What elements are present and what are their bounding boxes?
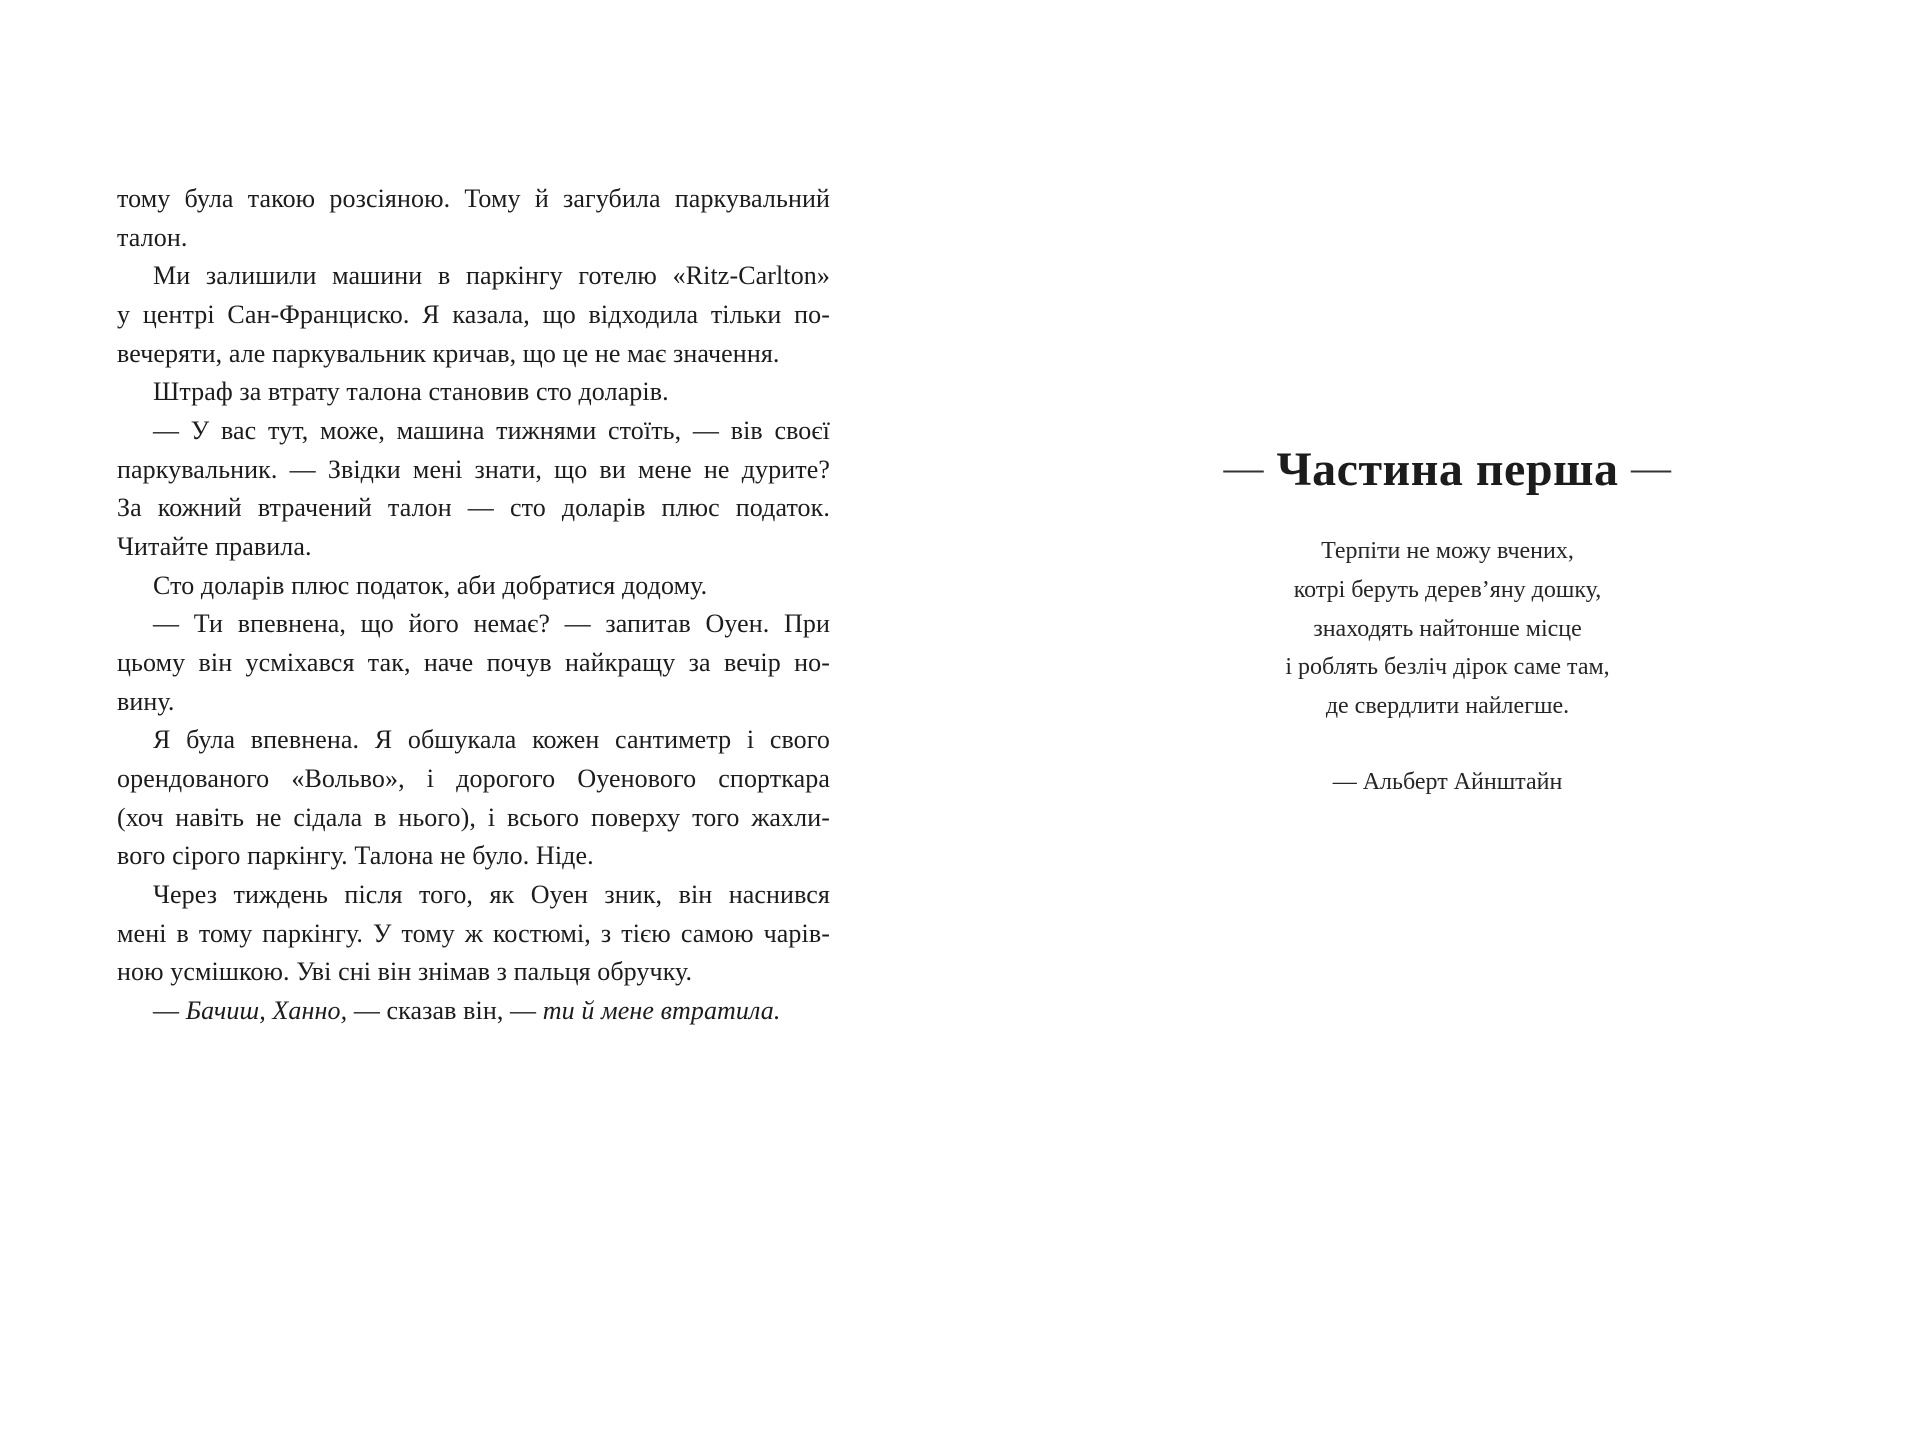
right-page <box>960 0 1920 1440</box>
part-title: Частина перша <box>1276 443 1619 496</box>
final-dialogue-line <box>117 992 830 1031</box>
text-line: вечеряти, але паркувальник кричав, що це не має значення. <box>117 338 780 368</box>
epigraph-line: і роблять безліч дірок саме там, <box>1285 654 1610 681</box>
body-text <box>117 180 830 1031</box>
text-line: у центрі Сан-Франциско. Я казала, що відходила тільки по- <box>117 300 830 330</box>
heading-dash-right: — <box>1631 445 1672 490</box>
text-line: вого сірого паркінгу. Талона не було. Ніде. <box>117 841 594 871</box>
text-line: За кожний втрачений талон — сто доларів плюс податок. <box>117 493 830 523</box>
text-line: Читайте правила. <box>117 532 312 562</box>
epigraph-line: Терпіти не можу вчених, <box>1321 538 1574 564</box>
part-heading <box>960 438 1920 500</box>
text-line: Сто доларів плюс податок, аби добратися додому. <box>153 570 708 600</box>
italic-speech: Бачиш, Ханно, <box>185 996 348 1026</box>
text-line: Ми залишили машини в паркінгу готелю «Ritz-Carlton» <box>153 261 830 291</box>
epigraph-line: де свердлити найлегше. <box>1325 693 1570 720</box>
text-line: талон. <box>117 222 188 252</box>
dialogue-attribution: — сказав він, — <box>347 996 543 1026</box>
text-line: мені в тому паркінгу. У тому ж костюмі, з тією самою чарів- <box>117 918 830 948</box>
text-line: — У вас тут, може, машина тижнями стоїть, — вів своєї <box>153 416 830 446</box>
text-line: тому була такою розсіяною. Тому й загубила паркувальний <box>117 184 830 213</box>
text-line: вину. <box>117 686 175 716</box>
text-line: Штраф за втрату талона становив сто доларів. <box>153 377 669 407</box>
dialogue-dash: — <box>153 996 186 1026</box>
epigraph-attribution: — Альберт Айнштайн <box>1332 769 1563 795</box>
text-line: орендованого «Вольво», і дорогого Оуенового спорткара <box>117 764 830 794</box>
text-line: — Ти впевнена, що його немає? — запитав Оуен. При <box>153 609 830 639</box>
text-line: ною усмішкою. Уві сні він знімав з пальця обручку. <box>117 957 693 987</box>
text-line: Я була впевнена. Я обшукала кожен сантиметр і свого <box>153 725 830 755</box>
heading-dash-left: — <box>1223 445 1264 490</box>
text-line: цьому він усміхався так, наче почув найкращу за вечір но- <box>117 648 830 678</box>
text-line: (хоч навіть не сідала в нього), і всього поверху того жахли- <box>117 802 830 832</box>
text-line: Через тиждень після того, як Оуен зник, він наснився <box>153 880 830 910</box>
epigraph <box>960 532 1920 726</box>
epigraph-line: знаходять найтонше місце <box>1313 615 1582 642</box>
italic-speech: ти й мене втратила. <box>542 996 781 1026</box>
epigraph-line: котрі беруть дерев’яну дошку, <box>1293 576 1602 603</box>
text-line: паркувальник. — Звідки мені знати, що ви мене не дурите? <box>117 454 830 484</box>
